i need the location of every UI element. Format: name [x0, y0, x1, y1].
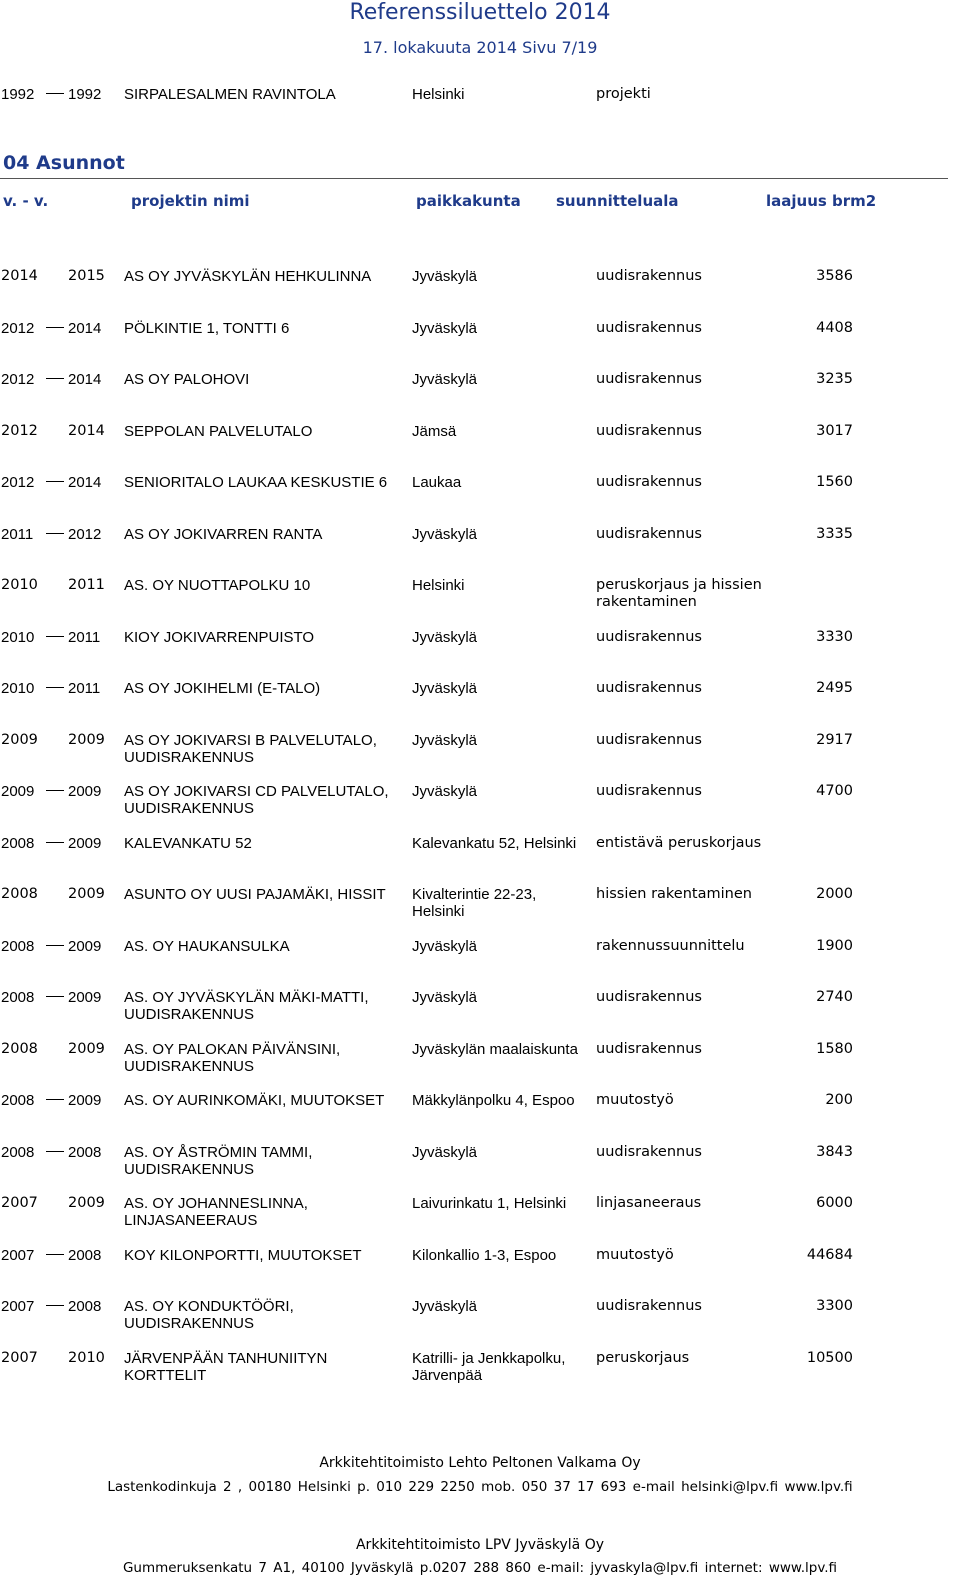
document-title: Referenssiluettelo 2014 — [349, 0, 611, 25]
year-range-dash — [46, 378, 64, 379]
table-row — [0, 835, 960, 879]
end-year: 2014 — [68, 474, 102, 491]
design-field: rakennussuunnittelu — [596, 938, 745, 954]
floor-area: 4700 — [816, 783, 853, 799]
year-range-dash — [46, 687, 64, 688]
table-row — [0, 989, 960, 1033]
year-range-dash — [46, 790, 64, 791]
table-row — [0, 1195, 960, 1239]
project-name: PÖLKINTIE 1, TONTTI 6 — [124, 320, 290, 337]
end-year: 2014 — [68, 423, 105, 439]
start-year: 2010 — [1, 577, 38, 593]
design-field: uudisrakennus — [596, 629, 702, 645]
start-year: 2009 — [1, 783, 35, 800]
start-year: 2008 — [1, 886, 38, 902]
table-row — [0, 629, 960, 673]
start-year: 2012 — [1, 474, 35, 491]
start-year: 2008 — [1, 1092, 35, 1109]
date-page-line: 17. lokakuuta 2014 Sivu 7/19 — [362, 38, 598, 57]
project-name: ASUNTO OY UUSI PAJAMÄKI, HISSIT — [124, 886, 386, 903]
start-year: 2008 — [1, 938, 35, 955]
year-range-dash — [46, 1305, 64, 1306]
location: Helsinki — [412, 577, 465, 594]
project-name: AS OY JYVÄSKYLÄN HEHKULINNA — [124, 268, 372, 285]
start-year: 2008 — [1, 989, 35, 1006]
floor-area: 6000 — [816, 1195, 853, 1211]
floor-area: 3330 — [816, 629, 853, 645]
start-year: 2010 — [1, 680, 35, 697]
design-field: uudisrakennus — [596, 989, 702, 1005]
start-year: 2014 — [1, 268, 38, 284]
table-row — [0, 1092, 960, 1136]
end-year: 2009 — [68, 938, 102, 955]
year-range-dash — [46, 327, 64, 328]
column-header-field: suunnitteluala — [556, 192, 679, 210]
design-field: uudisrakennus — [596, 474, 702, 490]
floor-area: 2000 — [816, 886, 853, 902]
year-range-dash — [46, 1151, 64, 1152]
end-year: 1992 — [68, 86, 102, 103]
location: Jyväskylä — [412, 989, 478, 1006]
project-name: AS. OY AURINKOMÄKI, MUUTOKSET — [124, 1092, 385, 1109]
table-row — [0, 732, 960, 776]
design-field: uudisrakennus — [596, 526, 702, 542]
end-year: 2009 — [68, 835, 102, 852]
end-year: 2009 — [68, 783, 102, 800]
location: Helsinki — [412, 86, 465, 103]
project-name: AS. OY KONDUKTÖÖRI, UUDISRAKENNUS — [124, 1298, 294, 1332]
year-range-dash — [46, 1254, 64, 1255]
design-field: uudisrakennus — [596, 680, 702, 696]
start-year: 2012 — [1, 371, 35, 388]
end-year: 2008 — [68, 1247, 102, 1264]
table-row — [0, 938, 960, 982]
design-field: linjasaneeraus — [596, 1195, 702, 1211]
floor-area: 10500 — [806, 1350, 853, 1366]
table-row — [0, 1144, 960, 1188]
design-field: muutostyö — [596, 1092, 674, 1108]
design-field: uudisrakennus — [596, 320, 702, 336]
end-year: 2015 — [68, 268, 105, 284]
end-year: 2011 — [68, 629, 101, 646]
floor-area: 2740 — [816, 989, 853, 1005]
design-field: uudisrakennus — [596, 1041, 702, 1057]
location: Jyväskylä — [412, 1144, 478, 1161]
design-field: uudisrakennus — [596, 371, 702, 387]
table-row — [0, 577, 960, 621]
footer-address-jyvaskyla: Gummeruksenkatu 7 A1, 40100 Jyväskylä p.0207 288 860 e-mail: jyvaskyla@lpv.fi internet: www.lpv.fi — [122, 1560, 838, 1576]
location: Jyväskylä — [412, 783, 478, 800]
floor-area: 1560 — [816, 474, 853, 490]
project-name: KIOY JOKIVARRENPUISTO — [124, 629, 315, 646]
column-header-years: v. - v. — [3, 192, 49, 210]
floor-area: 3017 — [816, 423, 853, 439]
footer-address-helsinki: Lastenkodinkuja 2 , 00180 Helsinki p. 010 229 2250 mob. 050 37 17 693 e-mail helsinki@lpv.fi www.lpv.fi — [107, 1479, 853, 1495]
floor-area: 2495 — [816, 680, 853, 696]
project-name: AS. OY HAUKANSULKA — [124, 938, 290, 955]
location: Jämsä — [412, 423, 457, 440]
project-name: AS. OY JYVÄSKYLÄN MÄKI-MATTI, UUDISRAKENNUS — [124, 989, 369, 1023]
column-header-place: paikkakunta — [416, 192, 521, 210]
location: Jyväskylä — [412, 526, 478, 543]
design-field: hissien rakentaminen — [596, 886, 752, 902]
location: Mäkkylänpolku 4, Espoo — [412, 1092, 575, 1109]
start-year: 2008 — [1, 1041, 38, 1057]
start-year: 1992 — [1, 86, 35, 103]
start-year: 2007 — [1, 1298, 35, 1315]
design-field: uudisrakennus — [596, 1298, 702, 1314]
table-row — [0, 526, 960, 570]
location: Jyväskylä — [412, 320, 478, 337]
footer-company-helsinki: Arkkitehtitoimisto Lehto Peltonen Valkama Oy — [319, 1455, 641, 1471]
start-year: 2011 — [1, 526, 34, 543]
location: Jyväskylä — [412, 629, 478, 646]
footer-company-jyvaskyla: Arkkitehtitoimisto LPV Jyväskylä Oy — [355, 1537, 605, 1553]
table-row — [0, 1247, 960, 1291]
floor-area: 3335 — [816, 526, 853, 542]
project-name: AS. OY ÅSTRÖMIN TAMMI, UUDISRAKENNUS — [124, 1144, 313, 1178]
design-field: entistävä peruskorjaus — [596, 835, 762, 851]
project-name: KALEVANKATU 52 — [124, 835, 252, 852]
project-name: AS OY PALOHOVI — [124, 371, 250, 388]
location: Katrilli- ja Jenkkapolku, Järvenpää — [412, 1350, 566, 1384]
start-year: 2007 — [1, 1350, 38, 1366]
table-row — [0, 1350, 960, 1394]
year-range-dash — [46, 996, 64, 997]
project-name: AS OY JOKIVARREN RANTA — [124, 526, 323, 543]
year-range-dash — [46, 842, 64, 843]
project-name: SIRPALESALMEN RAVINTOLA — [124, 86, 336, 103]
floor-area: 44684 — [806, 1247, 853, 1263]
floor-area: 200 — [825, 1092, 853, 1108]
floor-area: 1580 — [816, 1041, 853, 1057]
project-name: AS. OY NUOTTAPOLKU 10 — [124, 577, 311, 594]
year-range-dash — [46, 945, 64, 946]
table-row — [0, 474, 960, 518]
table-row — [0, 680, 960, 724]
end-year: 2009 — [68, 732, 105, 748]
table-row — [0, 423, 960, 467]
start-year: 2007 — [1, 1195, 38, 1211]
location: Laukaa — [412, 474, 462, 491]
floor-area: 3843 — [816, 1144, 853, 1160]
floor-area: 3300 — [816, 1298, 853, 1314]
column-header-name: projektin nimi — [131, 192, 250, 210]
end-year: 2011 — [68, 680, 101, 697]
end-year: 2012 — [68, 526, 102, 543]
start-year: 2008 — [1, 835, 35, 852]
project-name: SENIORITALO LAUKAA KESKUSTIE 6 — [124, 474, 388, 491]
end-year: 2008 — [68, 1144, 102, 1161]
end-year: 2009 — [68, 1041, 105, 1057]
table-row — [0, 268, 960, 312]
location: Jyväskylä — [412, 1298, 478, 1315]
start-year: 2012 — [1, 320, 35, 337]
floor-area: 4408 — [816, 320, 853, 336]
start-year: 2009 — [1, 732, 38, 748]
design-field: uudisrakennus — [596, 732, 702, 748]
start-year: 2008 — [1, 1144, 35, 1161]
location: Kivalterintie 22-23, Helsinki — [412, 886, 537, 920]
project-name: AS OY JOKIVARSI CD PALVELUTALO, UUDISRAKENNUS — [124, 783, 389, 817]
table-row — [0, 1298, 960, 1342]
location: Jyväskylä — [412, 371, 478, 388]
location: Jyväskylän maalaiskunta — [412, 1041, 578, 1058]
end-year: 2014 — [68, 320, 102, 337]
end-year: 2009 — [68, 1092, 102, 1109]
year-range-dash — [46, 1099, 64, 1100]
year-range-dash — [46, 93, 64, 94]
table-row — [0, 886, 960, 930]
floor-area: 2917 — [816, 732, 853, 748]
location: Jyväskylä — [412, 680, 478, 697]
end-year: 2009 — [68, 1195, 105, 1211]
end-year: 2010 — [68, 1350, 105, 1366]
design-field: uudisrakennus — [596, 1144, 702, 1160]
location: Kalevankatu 52, Helsinki — [412, 835, 577, 852]
design-field: peruskorjaus — [596, 1350, 690, 1366]
start-year: 2007 — [1, 1247, 35, 1264]
section-title: 04 Asunnot — [3, 152, 125, 174]
location: Jyväskylä — [412, 268, 478, 285]
project-name: KOY KILONPORTTI, MUUTOKSET — [124, 1247, 362, 1264]
table-row — [0, 320, 960, 364]
table-row — [0, 371, 960, 415]
project-name: AS. OY PALOKAN PÄIVÄNSINI, UUDISRAKENNUS — [124, 1041, 341, 1075]
project-name: AS OY JOKIVARSI B PALVELUTALO, UUDISRAKENNUS — [124, 732, 377, 766]
project-name: JÄRVENPÄÄN TANHUNIITYN KORTTELIT — [124, 1350, 328, 1384]
header-divider — [0, 178, 948, 179]
column-header-size: laajuus brm2 — [766, 192, 877, 210]
location: Kilonkallio 1-3, Espoo — [412, 1247, 557, 1264]
design-field: projekti — [596, 86, 651, 102]
floor-area: 3235 — [816, 371, 853, 387]
project-name: AS. OY JOHANNESLINNA, LINJASANEERAUS — [124, 1195, 308, 1229]
year-range-dash — [46, 533, 64, 534]
start-year: 2010 — [1, 629, 35, 646]
location: Jyväskylä — [412, 938, 478, 955]
project-name: AS OY JOKIHELMI (E-TALO) — [124, 680, 321, 697]
location: Laivurinkatu 1, Helsinki — [412, 1195, 567, 1212]
end-year: 2008 — [68, 1298, 102, 1315]
year-range-dash — [46, 481, 64, 482]
design-field: uudisrakennus — [596, 783, 702, 799]
design-field: peruskorjaus ja hissien rakentaminen — [596, 577, 762, 610]
design-field: uudisrakennus — [596, 423, 702, 439]
end-year: 2014 — [68, 371, 102, 388]
end-year: 2009 — [68, 989, 102, 1006]
table-row — [0, 783, 960, 827]
end-year: 2011 — [68, 577, 105, 593]
design-field: muutostyö — [596, 1247, 674, 1263]
year-range-dash — [46, 636, 64, 637]
table-row — [0, 1041, 960, 1085]
end-year: 2009 — [68, 886, 105, 902]
project-name: SEPPOLAN PALVELUTALO — [124, 423, 313, 440]
start-year: 2012 — [1, 423, 38, 439]
design-field: uudisrakennus — [596, 268, 702, 284]
floor-area: 1900 — [816, 938, 853, 954]
location: Jyväskylä — [412, 732, 478, 749]
previous-section-row — [0, 86, 960, 130]
floor-area: 3586 — [816, 268, 853, 284]
